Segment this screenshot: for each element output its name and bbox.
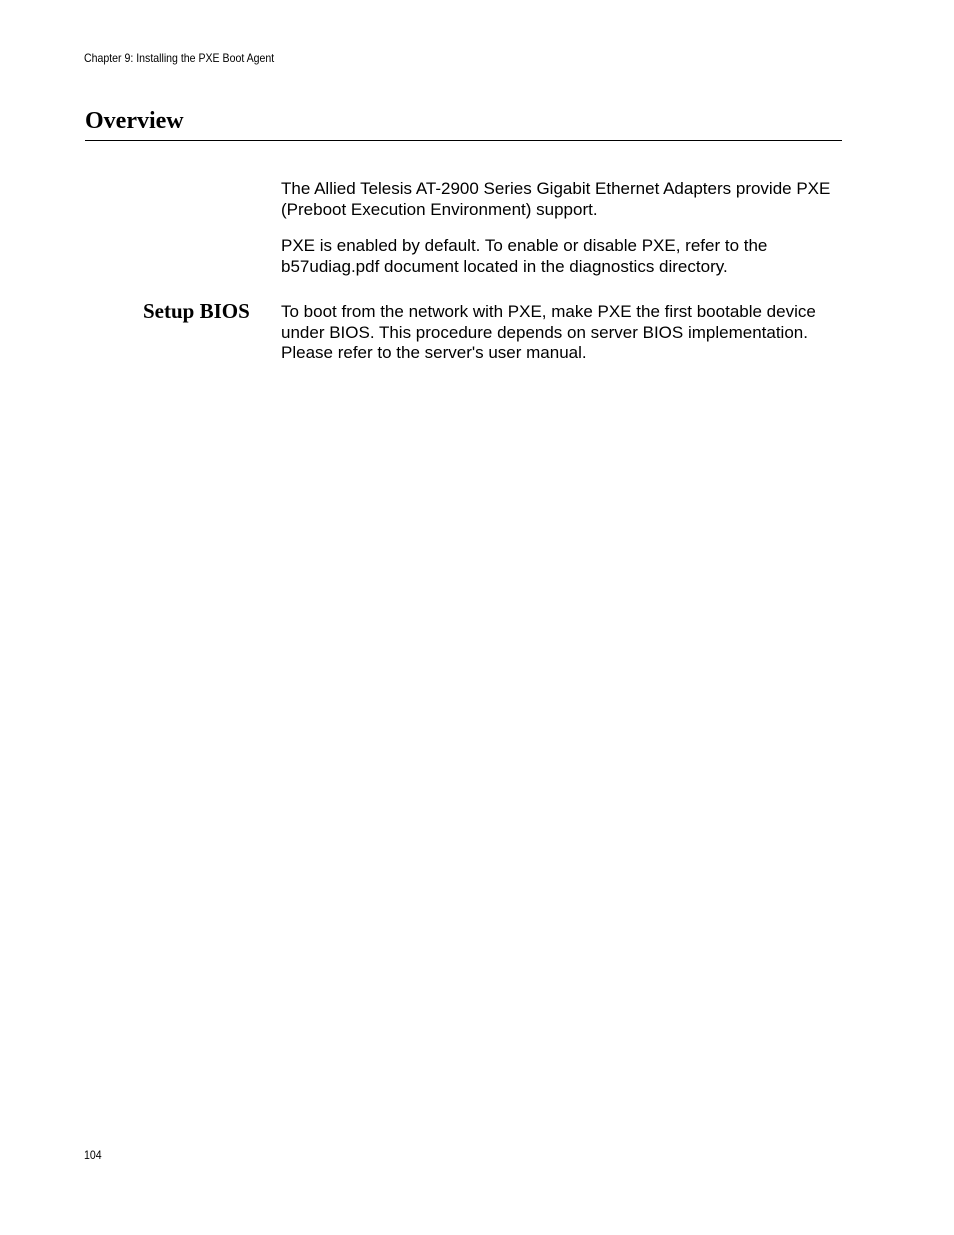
paragraph-line: b57udiag.pdf document located in the diagnostics directory. (281, 256, 728, 276)
running-header: Chapter 9: Installing the PXE Boot Agent (84, 51, 275, 65)
section-title: Overview (85, 108, 184, 134)
title-divider (85, 140, 842, 141)
overview-paragraph-1 (281, 179, 846, 220)
setup-bios-paragraph (281, 302, 846, 364)
paragraph-line: under BIOS. This procedure depends on server BIOS implementation. (281, 322, 808, 342)
paragraph-line: The Allied Telesis AT-2900 Series Gigabit Ethernet Adapters provide PXE (281, 179, 831, 198)
paragraph-line: Please refer to the server's user manual. (281, 343, 587, 362)
paragraph-line: To boot from the network with PXE, make PXE the first bootable device (281, 302, 816, 321)
setup-bios-heading: Setup BIOS (143, 299, 250, 323)
overview-paragraph-2 (281, 236, 846, 277)
page-number: 104 (84, 1148, 102, 1162)
paragraph-line: PXE is enabled by default. To enable or disable PXE, refer to the (281, 236, 768, 255)
paragraph-line: (Preboot Execution Environment) support. (281, 199, 598, 219)
